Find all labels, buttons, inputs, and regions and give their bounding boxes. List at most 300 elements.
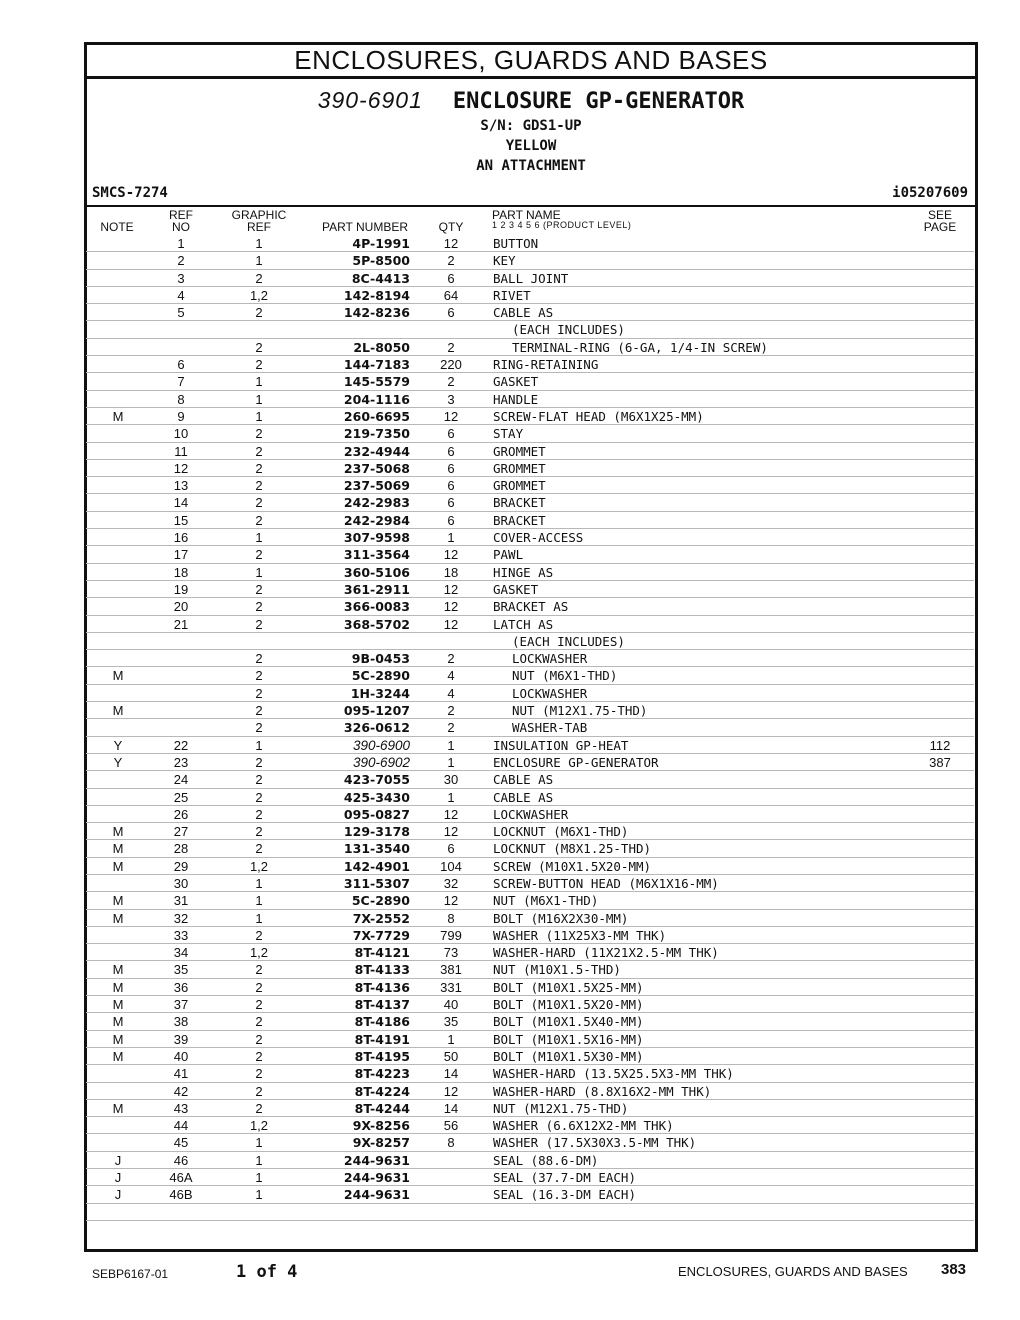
part-number-cell[interactable]: 423-7055	[343, 772, 410, 788]
part-number-cell[interactable]: 4P-1991	[352, 236, 410, 251]
ref-number-cell: 38	[173, 1014, 189, 1030]
table-row	[86, 737, 974, 754]
part-name-cell: LOCKNUT (M8X1.25-THD)	[493, 841, 652, 857]
part-name-cell: CABLE AS	[493, 789, 554, 805]
qty-cell: 18	[443, 564, 459, 580]
table-row	[86, 944, 974, 961]
group-name: ENCLOSURE GP-GENERATOR	[452, 89, 745, 114]
part-number-cell[interactable]: 8T-4223	[354, 1066, 410, 1082]
qty-cell: 1	[447, 1031, 455, 1047]
part-number-cell[interactable]: 8T-4133	[354, 962, 410, 978]
ref-number-cell: 8	[177, 391, 185, 407]
table-row	[86, 1048, 974, 1065]
part-number-cell[interactable]: 237-5069	[343, 478, 410, 494]
qty-cell: 14	[443, 1066, 459, 1082]
part-name-cell: NUT (M10X1.5-THD)	[493, 962, 621, 978]
part-name-cell: WASHER-HARD (11X21X2.5-MM THK)	[493, 945, 719, 961]
table-row	[86, 270, 974, 287]
part-number-cell[interactable]: 368-5702	[343, 616, 410, 632]
graphic-ref-cell: 2	[255, 270, 263, 286]
qty-cell: 2	[447, 651, 455, 667]
qty-cell: 6	[447, 270, 455, 286]
note-cell: M	[112, 408, 124, 424]
qty-cell: 1	[447, 754, 455, 770]
table-row	[86, 1117, 974, 1134]
part-number-cell[interactable]: 9X-8256	[352, 1118, 410, 1134]
part-number-cell[interactable]: 366-0083	[343, 599, 410, 615]
note-cell: Y	[113, 737, 123, 753]
part-number-cell[interactable]: 242-2983	[343, 495, 410, 511]
table-row	[86, 1152, 974, 1169]
table-row	[86, 252, 974, 269]
table-row	[86, 1100, 974, 1117]
table-row	[86, 443, 974, 460]
part-name-cell: INSULATION GP-HEAT	[493, 737, 629, 753]
ref-number-cell: 39	[173, 1031, 189, 1047]
part-name-cell: PAWL	[493, 547, 524, 563]
graphic-ref-cell: 2	[255, 806, 263, 822]
attachment-label: AN ATTACHMENT	[476, 158, 586, 174]
part-name-cell: CABLE AS	[493, 305, 554, 321]
graphic-ref-cell: 2	[255, 460, 263, 476]
part-name-cell: BOLT (M10X1.5X16-MM)	[493, 1031, 644, 1047]
ref-number-cell: 32	[173, 910, 189, 926]
note-cell: M	[112, 858, 124, 874]
ref-number-cell: 22	[173, 737, 189, 753]
product-levels: 1 2 3 4 5 6 (PRODUCT LEVEL)	[492, 220, 632, 230]
part-number-cell[interactable]: 5C-2890	[351, 893, 410, 909]
part-number-cell[interactable]: 232-4944	[343, 443, 410, 459]
qty-cell: 6	[447, 841, 455, 857]
part-number-cell[interactable]: 8T-4195	[354, 1048, 410, 1064]
ref-number-cell: 42	[173, 1083, 189, 1099]
part-number-cell[interactable]: 311-3564	[343, 547, 410, 563]
page-number: 383	[941, 1261, 967, 1278]
graphic-ref-cell: 1,2	[249, 858, 269, 874]
part-number-cell[interactable]: 219-7350	[343, 426, 410, 442]
ref-number-cell: 27	[173, 824, 189, 840]
part-name-cell: GASKET	[493, 374, 539, 390]
ref-number-cell: 17	[173, 547, 189, 563]
part-name-cell: WASHER (11X25X3-MM THK)	[493, 927, 667, 943]
part-name-cell: BRACKET	[493, 512, 546, 528]
col-graphic-2: REF	[247, 220, 271, 234]
table-row	[86, 806, 974, 823]
part-number-cell[interactable]: 8T-4191	[354, 1031, 410, 1047]
part-number-cell[interactable]: 360-5106	[343, 564, 410, 580]
qty-cell: 6	[447, 478, 455, 494]
part-name-cell: SEAL (37.7-DM EACH)	[493, 1170, 636, 1186]
footer-section: ENCLOSURES, GUARDS AND BASES	[678, 1264, 908, 1279]
graphic-ref-cell: 2	[255, 339, 263, 355]
table-row	[86, 1204, 974, 1221]
graphic-ref-cell: 2	[255, 1014, 263, 1030]
ref-number-cell: 6	[177, 357, 185, 373]
group-header	[84, 86, 978, 176]
qty-cell: 1	[447, 737, 455, 753]
part-name-cell: RING-RETAINING	[493, 357, 599, 373]
table-row	[86, 373, 974, 390]
col-note: NOTE	[100, 220, 134, 234]
part-number-cell[interactable]: 142-8236	[343, 305, 410, 321]
graphic-ref-cell: 1	[255, 1187, 263, 1203]
table-row	[86, 910, 974, 927]
note-cell: M	[112, 1014, 124, 1030]
qty-cell: 2	[447, 374, 455, 390]
graphic-ref-cell: 2	[255, 685, 263, 701]
part-number-cell[interactable]: 142-4901	[343, 858, 410, 874]
graphic-ref-cell: 2	[255, 357, 263, 373]
part-number-cell[interactable]: 8T-4121	[354, 945, 410, 961]
graphic-ref-cell: 2	[255, 305, 263, 321]
graphic-ref-cell: 1	[255, 391, 263, 407]
part-number-cell[interactable]: 307-9598	[343, 530, 410, 546]
ref-number-cell: 4	[177, 287, 185, 303]
qty-cell: 2	[447, 703, 455, 719]
ref-number-cell: 29	[173, 858, 189, 874]
part-name-cell: BALL JOINT	[493, 270, 569, 286]
ref-number-cell: 40	[173, 1048, 189, 1064]
note-cell: M	[112, 1048, 124, 1064]
note-cell: Y	[113, 754, 123, 770]
ref-number-cell: 16	[173, 530, 189, 546]
part-number-cell[interactable]: 425-3430	[343, 789, 410, 805]
part-number-cell[interactable]: 260-6695	[343, 408, 410, 424]
header-divider	[84, 205, 978, 207]
qty-cell: 14	[443, 1100, 459, 1116]
part-name-cell: BOLT (M16X2X30-MM)	[493, 910, 629, 926]
ref-number-cell: 35	[173, 962, 189, 978]
part-name-cell: ENCLOSURE GP-GENERATOR	[493, 754, 659, 770]
qty-cell: 12	[443, 408, 459, 424]
color-label: YELLOW	[505, 138, 557, 154]
ref-number-cell: 12	[173, 460, 189, 476]
part-number-cell[interactable]: 390-6902	[352, 754, 410, 770]
part-name-cell: TERMINAL-RING (6-GA, 1/4-IN SCREW)	[512, 339, 768, 355]
graphic-ref-cell: 1	[255, 408, 263, 424]
graphic-ref-cell: 2	[255, 512, 263, 528]
ref-number-cell: 36	[173, 979, 189, 995]
table-row	[86, 840, 974, 857]
see-page-cell: 387	[929, 754, 951, 770]
note-cell: M	[112, 1031, 124, 1047]
part-name-cell: BOLT (M10X1.5X20-MM)	[493, 997, 644, 1013]
ref-number-cell: 46	[173, 1152, 189, 1168]
table-row	[86, 1013, 974, 1030]
graphic-ref-cell: 2	[255, 927, 263, 943]
ref-number-cell: 33	[173, 927, 189, 943]
col-part-number: PART NUMBER	[321, 220, 408, 234]
table-row	[86, 927, 974, 944]
part-number-cell[interactable]: 095-0827	[343, 806, 410, 822]
qty-cell: 6	[447, 512, 455, 528]
part-name-cell: (EACH INCLUDES)	[512, 322, 625, 338]
graphic-ref-cell: 2	[255, 789, 263, 805]
note-cell: J	[114, 1152, 122, 1168]
part-number-cell[interactable]: 8T-4244	[354, 1100, 410, 1116]
graphic-ref-cell: 2	[255, 1048, 263, 1064]
doc-id: SEBP6167-01	[92, 1267, 169, 1281]
graphic-ref-cell: 2	[255, 703, 263, 719]
ref-number-cell: 2	[177, 253, 185, 269]
note-cell: M	[112, 668, 124, 684]
part-name-cell: WASHER-HARD (8.8X16X2-MM THK)	[493, 1083, 712, 1099]
qty-cell: 4	[447, 685, 455, 701]
part-number-cell[interactable]: 131-3540	[343, 841, 410, 857]
serial-number: S/N: GDS1-UP	[480, 118, 582, 134]
table-row	[86, 494, 974, 511]
graphic-ref-cell: 1	[255, 1152, 263, 1168]
graphic-ref-cell: 2	[255, 478, 263, 494]
table-row	[86, 685, 974, 702]
table-row	[86, 391, 974, 408]
table-row	[86, 979, 974, 996]
graphic-ref-cell: 2	[255, 426, 263, 442]
part-number-cell[interactable]: 390-6900	[352, 737, 410, 753]
qty-cell: 56	[443, 1118, 459, 1134]
part-name-cell: BRACKET AS	[493, 599, 569, 615]
table-row	[86, 1031, 974, 1048]
part-name-cell: BOLT (M10X1.5X40-MM)	[493, 1014, 644, 1030]
part-name-cell: GROMMET	[493, 478, 546, 494]
ref-number-cell: 46A	[169, 1170, 193, 1186]
graphic-ref-cell: 2	[255, 443, 263, 459]
qty-cell: 12	[443, 547, 459, 563]
graphic-ref-cell: 2	[255, 997, 263, 1013]
part-name-cell: GROMMET	[493, 443, 546, 459]
qty-cell: 12	[443, 236, 459, 251]
ref-number-cell: 3	[177, 270, 185, 286]
part-number-cell[interactable]: 9B-0453	[351, 651, 410, 667]
part-number-cell[interactable]: 244-9631	[343, 1187, 410, 1203]
qty-cell: 12	[443, 824, 459, 840]
col-part-name: PART NAME	[492, 208, 561, 222]
note-cell: M	[112, 841, 124, 857]
qty-cell: 799	[440, 927, 462, 943]
note-cell: J	[114, 1170, 122, 1186]
ref-number-cell: 41	[173, 1066, 189, 1082]
part-number-cell[interactable]: 144-7183	[343, 357, 410, 373]
part-name-cell: SEAL (88.6-DM)	[493, 1152, 599, 1168]
graphic-ref-cell: 1	[255, 875, 263, 891]
table-row	[86, 823, 974, 840]
qty-cell: 381	[440, 962, 462, 978]
ref-number-cell: 20	[173, 599, 189, 615]
graphic-ref-cell: 2	[255, 824, 263, 840]
parts-table	[86, 235, 974, 1221]
qty-cell: 12	[443, 616, 459, 632]
ref-number-cell: 1	[177, 236, 185, 251]
ref-number-cell: 46B	[169, 1187, 193, 1203]
qty-cell: 6	[447, 443, 455, 459]
part-name-cell: WASHER (6.6X12X2-MM THK)	[493, 1118, 674, 1134]
part-name-cell: SEAL (16.3-DM EACH)	[493, 1187, 636, 1203]
graphic-ref-cell: 2	[255, 1100, 263, 1116]
table-row	[86, 425, 974, 442]
qty-cell: 220	[440, 357, 462, 373]
part-name-cell: WASHER-TAB	[512, 720, 588, 736]
graphic-ref-cell: 2	[255, 547, 263, 563]
graphic-ref-cell: 1	[255, 1170, 263, 1186]
qty-cell: 50	[443, 1048, 459, 1064]
col-ref-2: NO	[172, 220, 190, 234]
qty-cell: 2	[447, 253, 455, 269]
part-number-cell[interactable]: 8T-4186	[354, 1014, 410, 1030]
part-name-cell: LOCKWASHER	[512, 685, 588, 701]
part-name-cell: KEY	[493, 253, 516, 269]
part-number-cell[interactable]: 311-5307	[343, 875, 410, 891]
part-number-cell[interactable]: 204-1116	[343, 391, 410, 407]
qty-cell: 8	[447, 1135, 455, 1151]
part-name-cell: NUT (M6X1-THD)	[493, 893, 599, 909]
ref-number-cell: 7	[177, 374, 185, 390]
note-cell: M	[112, 824, 124, 840]
part-number-cell[interactable]: 142-8194	[343, 287, 410, 303]
part-name-cell: LOCKNUT (M6X1-THD)	[493, 824, 629, 840]
table-row	[86, 633, 974, 650]
table-row	[86, 892, 974, 909]
table-row	[86, 598, 974, 615]
qty-cell: 4	[447, 668, 455, 684]
qty-cell: 12	[443, 599, 459, 615]
part-number-cell[interactable]: 9X-8257	[352, 1135, 410, 1151]
part-name-cell: BRACKET	[493, 495, 546, 511]
part-name-cell: HINGE AS	[493, 564, 554, 580]
table-row	[86, 616, 974, 633]
part-number-cell[interactable]: 129-3178	[343, 824, 410, 840]
part-name-cell: GASKET	[493, 581, 539, 597]
table-row	[86, 356, 974, 373]
col-see-1: SEE	[927, 208, 952, 222]
ref-number-cell: 18	[173, 564, 189, 580]
qty-cell: 331	[440, 979, 462, 995]
part-name-cell: WASHER (17.5X30X3.5-MM THK)	[493, 1135, 697, 1151]
graphic-ref-cell: 1	[255, 564, 263, 580]
qty-cell: 3	[447, 391, 455, 407]
qty-cell: 30	[443, 772, 459, 788]
note-cell: M	[112, 893, 124, 909]
graphic-ref-cell: 1	[255, 530, 263, 546]
part-number-cell[interactable]: 8T-4224	[354, 1083, 410, 1099]
group-part-number[interactable]: 390-6901	[317, 87, 423, 113]
graphic-ref-cell: 1	[255, 236, 263, 251]
part-number-cell[interactable]: 8T-4136	[354, 979, 410, 995]
table-row	[86, 339, 974, 356]
ref-number-cell: 21	[173, 616, 189, 632]
part-number-cell[interactable]: 8T-4137	[354, 997, 410, 1013]
part-name-cell: RIVET	[493, 287, 531, 303]
qty-cell: 1	[447, 530, 455, 546]
part-number-cell[interactable]: 244-9631	[343, 1152, 410, 1168]
qty-cell: 1	[447, 789, 455, 805]
table-row	[86, 1186, 974, 1203]
part-number-cell[interactable]: 326-0612	[343, 720, 410, 736]
qty-cell: 35	[443, 1014, 459, 1030]
graphic-ref-cell: 2	[255, 616, 263, 632]
part-name-cell: HANDLE	[493, 391, 539, 407]
table-row	[86, 512, 974, 529]
qty-cell: 104	[440, 858, 462, 874]
part-name-cell: NUT (M12X1.75-THD)	[512, 703, 648, 719]
part-number-cell[interactable]: 5P-8500	[352, 253, 410, 269]
part-number-cell[interactable]: 1H-3244	[350, 685, 410, 701]
ref-number-cell: 10	[173, 426, 189, 442]
part-number-cell[interactable]: 244-9631	[343, 1170, 410, 1186]
qty-cell: 6	[447, 460, 455, 476]
note-cell: M	[112, 997, 124, 1013]
table-row	[86, 529, 974, 546]
table-row	[86, 1134, 974, 1151]
part-number-cell[interactable]: 361-2911	[343, 581, 410, 597]
ref-number-cell: 15	[173, 512, 189, 528]
table-row	[86, 408, 974, 425]
part-number-cell[interactable]: 095-1207	[343, 703, 410, 719]
ref-number-cell: 25	[173, 789, 189, 805]
smcs-code: SMCS-7274	[92, 185, 168, 201]
part-number-cell[interactable]: 7X-7729	[352, 927, 410, 943]
part-number-cell[interactable]: 145-5579	[343, 374, 410, 390]
col-ref-1: REF	[169, 208, 193, 222]
ref-number-cell: 44	[173, 1118, 189, 1134]
qty-cell: 2	[447, 339, 455, 355]
part-number-cell[interactable]: 5C-2890	[351, 668, 410, 684]
ref-number-cell: 34	[173, 945, 189, 961]
qty-cell: 6	[447, 426, 455, 442]
note-cell: M	[112, 1100, 124, 1116]
ref-number-cell: 45	[173, 1135, 189, 1151]
part-name-cell: BOLT (M10X1.5X30-MM)	[493, 1048, 644, 1064]
table-row	[86, 1169, 974, 1186]
col-see-2: PAGE	[923, 220, 957, 234]
note-cell: J	[114, 1187, 122, 1203]
part-name-cell: SCREW (M10X1.5X20-MM)	[493, 858, 652, 874]
graphic-ref-cell: 1	[255, 910, 263, 926]
part-number-cell[interactable]: 7X-2552	[352, 910, 410, 926]
part-number-cell[interactable]: 2L-8050	[353, 339, 410, 355]
part-name-cell: LATCH AS	[493, 616, 554, 632]
group-title	[84, 86, 978, 116]
table-row	[86, 546, 974, 563]
table-row	[86, 667, 974, 684]
part-name-cell: BUTTON	[493, 236, 539, 251]
table-row	[86, 858, 974, 875]
part-name-cell: WASHER-HARD (13.5X25.5X3-MM THK)	[493, 1066, 734, 1082]
see-page-cell: 112	[929, 737, 951, 753]
table-row	[86, 650, 974, 667]
graphic-ref-cell: 1,2	[249, 287, 269, 303]
graphic-ref-cell: 1	[255, 374, 263, 390]
table-row	[86, 789, 974, 806]
part-name-cell: CABLE AS	[493, 772, 554, 788]
graphic-ref-cell: 1,2	[249, 1118, 269, 1134]
ref-number-cell: 9	[177, 408, 185, 424]
ref-number-cell: 43	[173, 1100, 189, 1116]
qty-cell: 6	[447, 495, 455, 511]
part-number-cell[interactable]: 242-2984	[343, 512, 410, 528]
table-row	[86, 996, 974, 1013]
table-row	[86, 287, 974, 304]
part-number-cell[interactable]: 8C-4413	[351, 270, 410, 286]
part-name-cell: BOLT (M10X1.5X25-MM)	[493, 979, 644, 995]
ref-number-cell: 13	[173, 478, 189, 494]
graphic-ref-cell: 1	[255, 1135, 263, 1151]
part-name-cell: LOCKWASHER	[512, 651, 588, 667]
part-number-cell[interactable]: 237-5068	[343, 460, 410, 476]
qty-cell: 12	[443, 806, 459, 822]
part-name-cell: GROMMET	[493, 460, 546, 476]
table-row	[86, 477, 974, 494]
part-name-cell: SCREW-BUTTON HEAD (M6X1X16-MM)	[493, 875, 719, 891]
